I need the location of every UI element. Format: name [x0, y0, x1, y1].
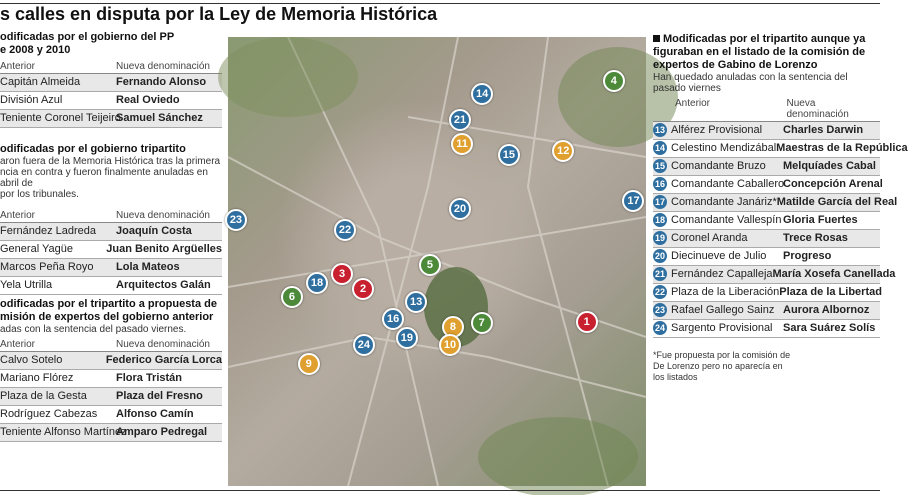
table-row: [653, 302, 880, 320]
new-name: Alfonso Camín: [116, 408, 194, 420]
section-comision: [0, 298, 222, 442]
new-name: Plaza del Fresno: [116, 390, 203, 402]
former-name: Comandante Bruzo: [671, 160, 766, 172]
map-pin-18: 18: [306, 272, 328, 294]
map-number-badge: 16: [653, 177, 667, 191]
former-name: Plaza de la Liberación: [671, 286, 780, 298]
map-number-badge: 21: [653, 267, 667, 281]
map-pin-24: 24: [353, 334, 375, 356]
new-name: Gloria Fuertes: [783, 214, 858, 226]
map-pin-17: 17: [622, 190, 644, 212]
footnote: *Fue propuesta por la comisión de De Lorenzo pero no aparecía en los listados: [653, 350, 791, 382]
former-name: Teniente Coronel Teijeiro: [0, 112, 121, 124]
map-pin-22: 22: [334, 219, 356, 241]
section-tripartito-header: Anterior Nueva denominación: [0, 210, 222, 223]
map-pin-6: 6: [281, 286, 303, 308]
new-name: Real Oviedo: [116, 94, 180, 106]
table-row: [653, 194, 898, 212]
table-row: [0, 259, 222, 277]
table-row: [0, 92, 222, 110]
new-name: Melquíades Cabal: [783, 160, 876, 172]
new-name: María Xosefa Canellada: [772, 268, 896, 280]
map-pin-3: 3: [331, 263, 353, 285]
section-lorenzo-header: Anterior Nueva denominación: [653, 98, 880, 122]
table-row: [653, 248, 880, 266]
former-name: Sargento Provisional: [671, 322, 773, 334]
table-row: [653, 230, 880, 248]
former-name: División Azul: [0, 94, 63, 106]
page-title: s calles en disputa por la Ley de Memoria Histórica: [0, 4, 438, 24]
new-name: Federico García Lorca: [105, 354, 222, 366]
former-name: General Yagüe: [0, 243, 73, 255]
table-row: [0, 110, 222, 128]
section-lorenzo: [653, 33, 908, 383]
map-number-badge: 22: [653, 285, 667, 299]
square-bullet-icon: [653, 35, 660, 42]
section-tripartito: [0, 143, 222, 295]
new-name: Plaza de la Libertad: [779, 286, 882, 298]
former-name: Fernández Ladreda: [0, 225, 97, 237]
former-name: Yela Utrilla: [0, 279, 53, 291]
section-lorenzo-sub: Han quedado anuladas con la sentencia del pasado viernes: [653, 72, 848, 94]
map-number-badge: 23: [653, 303, 667, 317]
table-row: [0, 406, 222, 424]
map-pin-11: 11: [451, 133, 473, 155]
former-name: Alférez Provisional: [671, 124, 763, 136]
table-row: [0, 370, 222, 388]
former-name: Plaza de la Gesta: [0, 390, 87, 402]
map-pin-15: 15: [498, 144, 520, 166]
map-pin-4: 4: [603, 70, 625, 92]
map-pin-21: 21: [449, 109, 471, 131]
former-name: Rodríguez Cabezas: [0, 408, 98, 420]
aerial-map: [228, 37, 646, 486]
former-name: Comandante Caballero: [671, 178, 785, 190]
map-pin-16: 16: [382, 308, 404, 330]
former-name: Celestino Mendizábal: [671, 142, 777, 154]
map-number-badge: 15: [653, 159, 667, 173]
new-name: Arquitectos Galán: [116, 279, 211, 291]
new-name: Sara Suárez Solís: [783, 322, 876, 334]
map-pin-2: 2: [352, 278, 374, 300]
map-pin-9: 9: [298, 353, 320, 375]
map-pin-1: 1: [576, 311, 598, 333]
map-pin-19: 19: [396, 327, 418, 349]
map-number-badge: 13: [653, 123, 667, 137]
new-name: Samuel Sánchez: [116, 112, 203, 124]
former-name: Fernández Capalleja: [671, 268, 773, 280]
map-pin-12: 12: [552, 140, 574, 162]
former-name: Calvo Sotelo: [0, 354, 63, 366]
section-comision-sub: adas con la sentencia del pasado viernes.: [0, 324, 187, 335]
map-number-badge: 19: [653, 231, 667, 245]
new-name: Charles Darwin: [783, 124, 864, 136]
new-name: Matilde García del Real: [776, 196, 898, 208]
new-name: Maestras de la República: [776, 142, 908, 154]
map-pin-13: 13: [405, 291, 427, 313]
section-tripartito-heading: odificadas por el gobierno tripartito: [0, 143, 186, 155]
map-pin-20: 20: [449, 198, 471, 220]
table-row: [0, 223, 222, 241]
table-row: [653, 158, 880, 176]
table-row: [0, 424, 222, 442]
section-comision-header: Anterior Nueva denominación: [0, 339, 222, 352]
former-name: Comandante Vallespín: [671, 214, 782, 226]
former-name: Comandante Janáriz*: [671, 196, 777, 208]
new-name: Concepción Arenal: [783, 178, 883, 190]
table-row: [0, 352, 222, 370]
table-row: [0, 277, 222, 295]
section-pp-header: Anterior Nueva denominación: [0, 61, 222, 74]
table-row: [653, 122, 880, 140]
former-name: Rafael Gallego Sainz: [671, 304, 775, 316]
map-pin-10: 10: [439, 334, 461, 356]
former-name: Teniente Alfonso Martínez: [0, 426, 127, 438]
new-name: Aurora Albornoz: [783, 304, 870, 316]
former-name: Mariano Flórez: [0, 372, 74, 384]
new-name: Joaquín Costa: [116, 225, 192, 237]
former-name: Marcos Peña Royo: [0, 261, 94, 273]
table-row: [653, 266, 896, 284]
table-row: [653, 284, 880, 302]
former-name: Coronel Aranda: [671, 232, 748, 244]
new-name: Fernando Alonso: [116, 76, 207, 88]
table-row: [0, 241, 222, 259]
bottom-rule: [0, 490, 880, 491]
table-row: [653, 212, 880, 230]
new-name: Flora Tristán: [116, 372, 183, 384]
map-pin-5: 5: [419, 254, 441, 276]
new-name: Amparo Pedregal: [116, 426, 208, 438]
map-number-badge: 18: [653, 213, 667, 227]
new-name: Trece Rosas: [783, 232, 848, 244]
table-row: [0, 74, 222, 92]
table-row: [0, 388, 222, 406]
table-row: [653, 320, 880, 338]
map-number-badge: 20: [653, 249, 667, 263]
new-name: Juan Benito Argüelles: [106, 243, 222, 255]
section-comision-heading: odificadas por el tripartito a propuesta de misión de expertos del gobierno anterior: [0, 298, 217, 323]
section-pp-heading: odificadas por el gobierno del PP e 2008 y 2010: [0, 31, 175, 56]
map-pin-8: 8: [442, 316, 464, 338]
map-number-badge: 17: [653, 195, 667, 209]
new-name: Lola Mateos: [116, 261, 180, 273]
map-number-badge: 14: [653, 141, 667, 155]
former-name: Capitán Almeida: [0, 76, 81, 88]
map-pin-7: 7: [471, 312, 493, 334]
section-pp: [0, 31, 222, 128]
section-tripartito-sub: aron fuera de la Memoria Histórica tras la primera ncia en contra y fueron finalmente anuladas en abril de por los tribunales.: [0, 156, 221, 200]
map-number-badge: 24: [653, 321, 667, 335]
map-pin-23: 23: [225, 209, 247, 231]
new-name: Progreso: [783, 250, 832, 262]
section-lorenzo-heading: Modificadas por el tripartito aunque ya figuraban en el listado de la comisión de expertos de Gabino de Lorenzo: [653, 33, 866, 71]
table-row: [653, 140, 908, 158]
former-name: Diecinueve de Julio: [671, 250, 767, 262]
table-row: [653, 176, 883, 194]
map-pin-14: 14: [471, 83, 493, 105]
